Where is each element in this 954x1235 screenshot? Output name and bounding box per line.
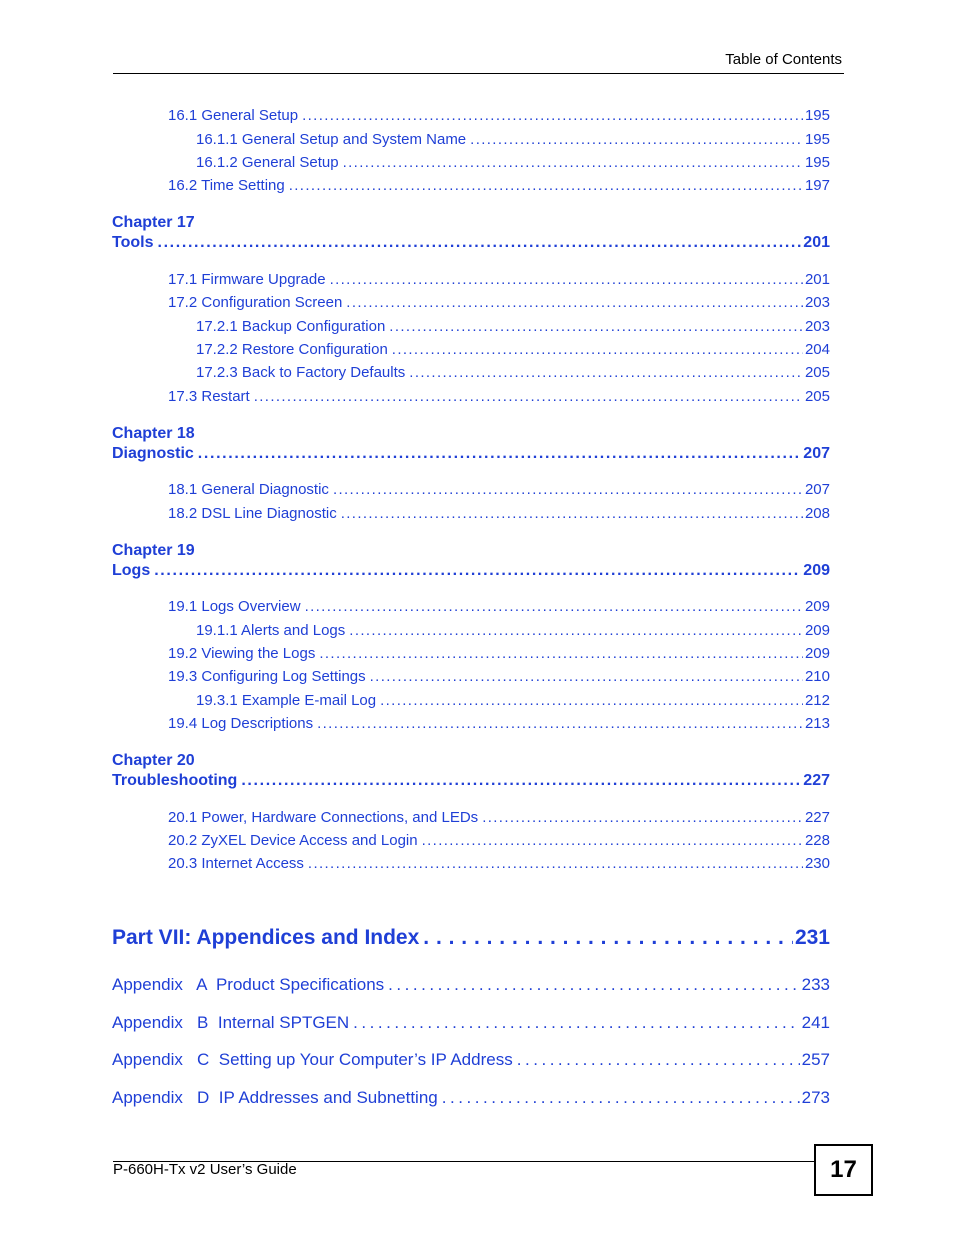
toc-entry-title: 17.2.3 Back to Factory Defaults bbox=[196, 364, 406, 381]
toc-entry-page: 201 bbox=[804, 271, 830, 288]
toc-entry[interactable] bbox=[168, 832, 830, 849]
toc-entry-title: 18.2 DSL Line Diagnostic bbox=[168, 505, 337, 522]
dot-leader bbox=[343, 154, 803, 171]
toc-entry-title: 17.2.1 Backup Configuration bbox=[196, 318, 386, 335]
appendix-title: Appendix C Setting up Your Computer’s IP Address bbox=[112, 1050, 513, 1069]
dot-leader bbox=[305, 598, 803, 615]
toc-entry[interactable] bbox=[196, 318, 830, 335]
toc-entry[interactable] bbox=[168, 645, 830, 662]
toc-entry[interactable] bbox=[196, 341, 830, 358]
dot-leader bbox=[319, 645, 803, 662]
toc-entry-page: 197 bbox=[804, 177, 830, 194]
part-page: 231 bbox=[794, 926, 830, 949]
dot-leader bbox=[330, 271, 803, 288]
appendix-entry[interactable] bbox=[112, 1088, 830, 1108]
dot-leader bbox=[198, 445, 802, 463]
toc-entry-title: 16.1.2 General Setup bbox=[196, 154, 339, 171]
appendix-entry[interactable] bbox=[112, 1013, 830, 1033]
toc-entry-page: 208 bbox=[804, 505, 830, 522]
dot-leader bbox=[333, 481, 803, 498]
toc-entry-page: 204 bbox=[804, 341, 830, 358]
part-entry-appendices[interactable] bbox=[112, 926, 830, 950]
chapter-label: Chapter 19 bbox=[112, 542, 195, 559]
toc-entry-title: 19.1.1 Alerts and Logs bbox=[196, 622, 346, 639]
dot-leader bbox=[482, 809, 803, 826]
toc-entry-page: 209 bbox=[804, 622, 830, 639]
toc-entry-page: 205 bbox=[804, 364, 830, 381]
dot-leader bbox=[154, 562, 801, 580]
appendix-page: 257 bbox=[801, 1050, 830, 1069]
toc-entry[interactable] bbox=[196, 154, 830, 171]
dot-leader bbox=[442, 1088, 800, 1108]
dot-leader bbox=[389, 318, 803, 335]
toc-entry-title: 19.2 Viewing the Logs bbox=[168, 645, 316, 662]
toc-entry[interactable] bbox=[196, 364, 830, 381]
toc-entry[interactable] bbox=[196, 622, 830, 639]
toc-entry-title: 19.4 Log Descriptions bbox=[168, 715, 314, 732]
part-title: Part VII: Appendices and Index bbox=[112, 926, 420, 949]
appendix-page: 241 bbox=[801, 1013, 830, 1032]
toc-entry-title: 19.3 Configuring Log Settings bbox=[168, 668, 366, 685]
toc-entry-page: 195 bbox=[804, 131, 830, 148]
dot-leader bbox=[157, 234, 801, 252]
toc-entry[interactable] bbox=[168, 668, 830, 685]
toc-entry[interactable] bbox=[168, 598, 830, 615]
toc-entry-page: 212 bbox=[804, 692, 830, 709]
chapter-entry-troubleshooting[interactable] bbox=[112, 772, 830, 790]
toc-entry-page: 209 bbox=[804, 598, 830, 615]
toc-entry[interactable] bbox=[168, 715, 830, 732]
chapter-entry-logs[interactable] bbox=[112, 562, 830, 580]
toc-entry-title: 20.3 Internet Access bbox=[168, 855, 304, 872]
appendix-title: Appendix B Internal SPTGEN bbox=[112, 1013, 350, 1032]
toc-entry-page: 227 bbox=[804, 809, 830, 826]
toc-entry-title: 20.2 ZyXEL Device Access and Login bbox=[168, 832, 418, 849]
dot-leader bbox=[370, 668, 803, 685]
toc-entry-page: 230 bbox=[804, 855, 830, 872]
dot-leader bbox=[349, 622, 803, 639]
appendix-page: 233 bbox=[801, 975, 830, 994]
dot-leader bbox=[302, 107, 803, 124]
chapter-title: Tools bbox=[112, 234, 154, 251]
dot-leader bbox=[388, 975, 799, 995]
dot-leader bbox=[392, 341, 803, 358]
dot-leader bbox=[308, 855, 803, 872]
chapter-title: Diagnostic bbox=[112, 445, 194, 462]
dot-leader bbox=[317, 715, 803, 732]
toc-entry-title: 17.1 Firmware Upgrade bbox=[168, 271, 326, 288]
toc-entry-title: 20.1 Power, Hardware Connections, and LEDs bbox=[168, 809, 479, 826]
dot-leader bbox=[422, 832, 803, 849]
toc-entry-title: 16.2 Time Setting bbox=[168, 177, 285, 194]
toc-entry[interactable] bbox=[196, 692, 830, 709]
toc-entry-title: 17.2 Configuration Screen bbox=[168, 294, 343, 311]
toc-entry-title: 17.3 Restart bbox=[168, 388, 250, 405]
dot-leader bbox=[341, 505, 803, 522]
toc-entry-page: 209 bbox=[804, 645, 830, 662]
toc-entry-page: 210 bbox=[804, 668, 830, 685]
appendix-entry[interactable] bbox=[112, 975, 830, 995]
chapter-label: Chapter 17 bbox=[112, 214, 195, 231]
dot-leader bbox=[423, 926, 793, 950]
page-number: 17 bbox=[814, 1144, 873, 1196]
dot-leader bbox=[241, 772, 801, 790]
toc-entry-page: 195 bbox=[804, 107, 830, 124]
toc-entry-title: 16.1.1 General Setup and System Name bbox=[196, 131, 467, 148]
toc-entry-title: 18.1 General Diagnostic bbox=[168, 481, 329, 498]
toc-entry[interactable] bbox=[168, 107, 830, 124]
running-header: Table of Contents bbox=[725, 51, 842, 68]
toc-entry[interactable] bbox=[168, 855, 830, 872]
dot-leader bbox=[289, 177, 803, 194]
toc-entry-title: 19.3.1 Example E-mail Log bbox=[196, 692, 377, 709]
chapter-page: 227 bbox=[803, 772, 830, 789]
toc-entry-title: 17.2.2 Restore Configuration bbox=[196, 341, 388, 358]
guide-title: P-660H-Tx v2 User’s Guide bbox=[113, 1161, 297, 1178]
chapter-entry-diagnostic[interactable] bbox=[112, 445, 830, 463]
toc-entry-page: 213 bbox=[804, 715, 830, 732]
chapter-entry-tools[interactable] bbox=[112, 234, 830, 252]
dot-leader bbox=[517, 1050, 800, 1070]
appendix-title: Appendix D IP Addresses and Subnetting bbox=[112, 1088, 438, 1107]
appendix-entry[interactable] bbox=[112, 1050, 830, 1070]
toc-entry-page: 207 bbox=[804, 481, 830, 498]
toc-entry[interactable] bbox=[168, 294, 830, 311]
toc-entry-page: 195 bbox=[804, 154, 830, 171]
toc-entry[interactable] bbox=[168, 481, 830, 498]
dot-leader bbox=[254, 388, 803, 405]
toc-entry[interactable] bbox=[168, 271, 830, 288]
appendix-title: Appendix A Product Specifications bbox=[112, 975, 385, 994]
dot-leader bbox=[346, 294, 803, 311]
appendix-page: 273 bbox=[801, 1088, 830, 1107]
toc-entry[interactable] bbox=[196, 131, 830, 148]
toc-entry-page: 203 bbox=[804, 294, 830, 311]
chapter-title: Logs bbox=[112, 562, 151, 579]
chapter-label: Chapter 18 bbox=[112, 425, 195, 442]
chapter-label: Chapter 20 bbox=[112, 752, 195, 769]
dot-leader bbox=[409, 364, 803, 381]
chapter-page: 209 bbox=[803, 562, 830, 579]
toc-entry-title: 19.1 Logs Overview bbox=[168, 598, 301, 615]
toc-entry-page: 228 bbox=[804, 832, 830, 849]
toc-entry-title: 16.1 General Setup bbox=[168, 107, 299, 124]
chapter-page: 207 bbox=[803, 445, 830, 462]
toc-entry[interactable] bbox=[168, 388, 830, 405]
dot-leader bbox=[470, 131, 803, 148]
chapter-title: Troubleshooting bbox=[112, 772, 238, 789]
toc-entry-page: 205 bbox=[804, 388, 830, 405]
dot-leader bbox=[353, 1013, 799, 1033]
toc-entry[interactable] bbox=[168, 809, 830, 826]
toc-entry[interactable] bbox=[168, 177, 830, 194]
toc-entry-page: 203 bbox=[804, 318, 830, 335]
dot-leader bbox=[380, 692, 803, 709]
chapter-page: 201 bbox=[803, 234, 830, 251]
toc-entry[interactable] bbox=[168, 505, 830, 522]
